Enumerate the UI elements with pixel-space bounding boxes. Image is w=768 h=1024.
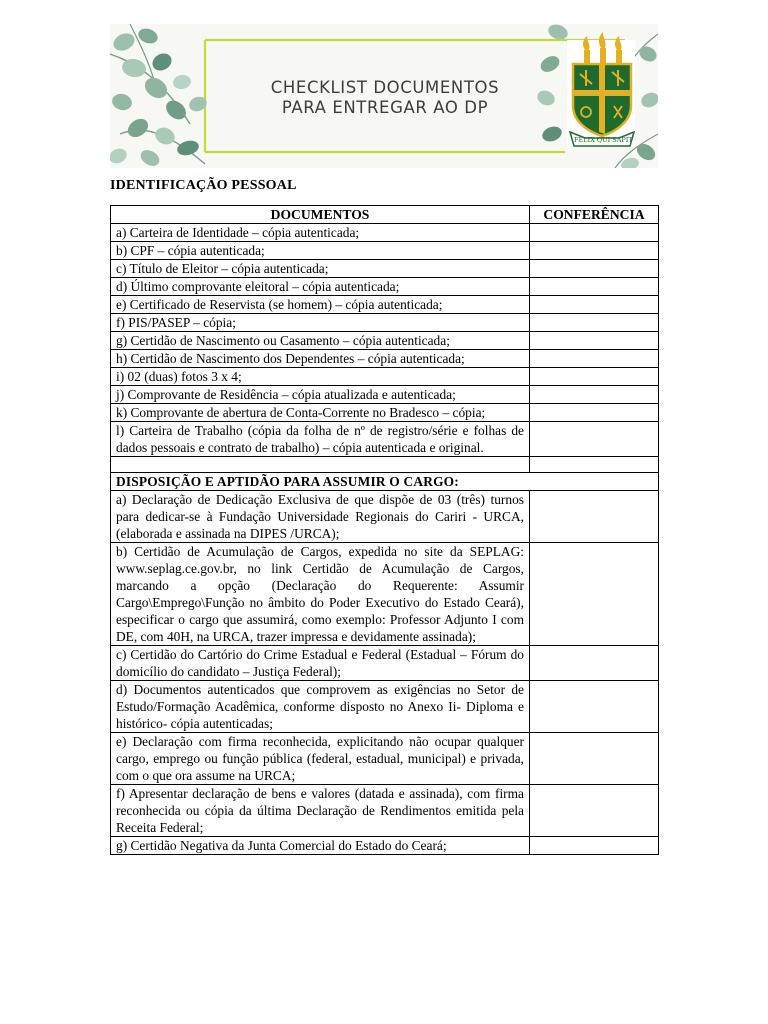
check-cell[interactable] (530, 785, 659, 837)
table-row (111, 837, 659, 855)
table-row (111, 404, 659, 422)
table-row (111, 681, 659, 733)
check-cell[interactable] (530, 242, 659, 260)
document-item: e) Declaração com firma reconhecida, explicitando não ocupar qualquer cargo, emprego ou função pública (federal, estadual, municipal) e privada, com o que ora assume na URCA; (111, 733, 530, 785)
check-cell[interactable] (530, 296, 659, 314)
banner-title (260, 78, 510, 118)
document-item: f) PIS/PASEP – cópia; (111, 314, 530, 332)
header-banner (110, 24, 658, 168)
document-item: a) Declaração de Dedicação Exclusiva de que dispõe de 03 (três) turnos para dedicar-se à Fundação Universidade Regionais do Cariri - URCA, (elaborada e assinada na DIPES /URCA); (111, 491, 530, 543)
spacer-cell (530, 457, 659, 473)
table-row (111, 332, 659, 350)
table-row (111, 422, 659, 457)
seal-motto: FELIX QUI SAPIT (574, 136, 633, 144)
column-header-check: CONFERÊNCIA (530, 206, 659, 224)
column-header-documents: DOCUMENTOS (111, 206, 530, 224)
university-seal-icon (567, 32, 635, 146)
table-row (111, 350, 659, 368)
check-cell[interactable] (530, 224, 659, 242)
document-item: a) Carteira de Identidade – cópia autenticada; (111, 224, 530, 242)
spacer-cell (111, 457, 530, 473)
document-item: l) Carteira de Trabalho (cópia da folha de nº de registro/série e folhas de dados pessoais e contrato de trabalho) – cópia autenticada e original. (111, 422, 530, 457)
check-cell[interactable] (530, 260, 659, 278)
section-title-aptitude: DISPOSIÇÃO E APTIDÃO PARA ASSUMIR O CARGO: (111, 473, 659, 491)
table-row (111, 224, 659, 242)
check-cell[interactable] (530, 404, 659, 422)
table-row (111, 314, 659, 332)
table-row (111, 491, 659, 543)
table-row (111, 278, 659, 296)
table-row (111, 386, 659, 404)
document-item: j) Comprovante de Residência – cópia atualizada e autenticada; (111, 386, 530, 404)
document-item: h) Certidão de Nascimento dos Dependentes – cópia autenticada; (111, 350, 530, 368)
table-spacer-row (111, 457, 659, 473)
document-item: f) Apresentar declaração de bens e valores (datada e assinada), com firma reconhecida ou cópia da última Declaração de Rendimentos emitida pela Receita Federal; (111, 785, 530, 837)
document-item: d) Último comprovante eleitoral – cópia autenticada; (111, 278, 530, 296)
banner-title-line-2: PARA ENTREGAR AO DP (281, 98, 489, 117)
table-row (111, 296, 659, 314)
section-title-identification: IDENTIFICAÇÃO PESSOAL (110, 178, 297, 193)
check-cell[interactable] (530, 681, 659, 733)
check-cell[interactable] (530, 422, 659, 457)
banner-title-line-1: CHECKLIST DOCUMENTOS (270, 78, 500, 97)
check-cell[interactable] (530, 368, 659, 386)
table-row (111, 733, 659, 785)
check-cell[interactable] (530, 646, 659, 681)
document-item: b) CPF – cópia autenticada; (111, 242, 530, 260)
document-item: c) Certidão do Cartório do Crime Estadual e Federal (Estadual – Fórum do domicílio do candidato – Justiça Federal); (111, 646, 530, 681)
table-header-row (111, 206, 659, 224)
check-cell[interactable] (530, 386, 659, 404)
check-cell[interactable] (530, 733, 659, 785)
document-item: g) Certidão Negativa da Junta Comercial do Estado do Ceará; (111, 837, 530, 855)
check-cell[interactable] (530, 278, 659, 296)
document-item: b) Certidão de Acumulação de Cargos, expedida no site da SEPLAG: www.seplag.ce.gov.br, no link Certidão de Acumulação de Cargos, marcando a opção (Declaração do Requerente: Assumir Cargo\Emprego\Função no âmbito do Poder Executivo do Estado Ceará), especificar o cargo que assumirá, como exemplo: Professor Adjunto I com DE, com 40H, na URCA, trazer impressa e devidamente assinada); (111, 543, 530, 646)
document-item: g) Certidão de Nascimento ou Casamento – cópia autenticada; (111, 332, 530, 350)
check-cell[interactable] (530, 314, 659, 332)
document-item: c) Título de Eleitor – cópia autenticada; (111, 260, 530, 278)
document-item: d) Documentos autenticados que comprovem as exigências no Setor de Estudo/Formação Acadêmica, conforme disposto no Anexo Ii- Diploma e histórico- cópia autenticadas; (111, 681, 530, 733)
table-row (111, 543, 659, 646)
table-row (111, 368, 659, 386)
check-cell[interactable] (530, 350, 659, 368)
table-row (111, 646, 659, 681)
document-item: k) Comprovante de abertura de Conta-Corrente no Bradesco – cópia; (111, 404, 530, 422)
table-row (111, 785, 659, 837)
check-cell[interactable] (530, 332, 659, 350)
documents-checklist-table (110, 205, 659, 855)
table-row (111, 260, 659, 278)
table-row (111, 242, 659, 260)
document-item: e) Certificado de Reservista (se homem) – cópia autenticada; (111, 296, 530, 314)
check-cell[interactable] (530, 491, 659, 543)
check-cell[interactable] (530, 837, 659, 855)
check-cell[interactable] (530, 543, 659, 646)
document-item: i) 02 (duas) fotos 3 x 4; (111, 368, 530, 386)
table-section-row (111, 473, 659, 491)
